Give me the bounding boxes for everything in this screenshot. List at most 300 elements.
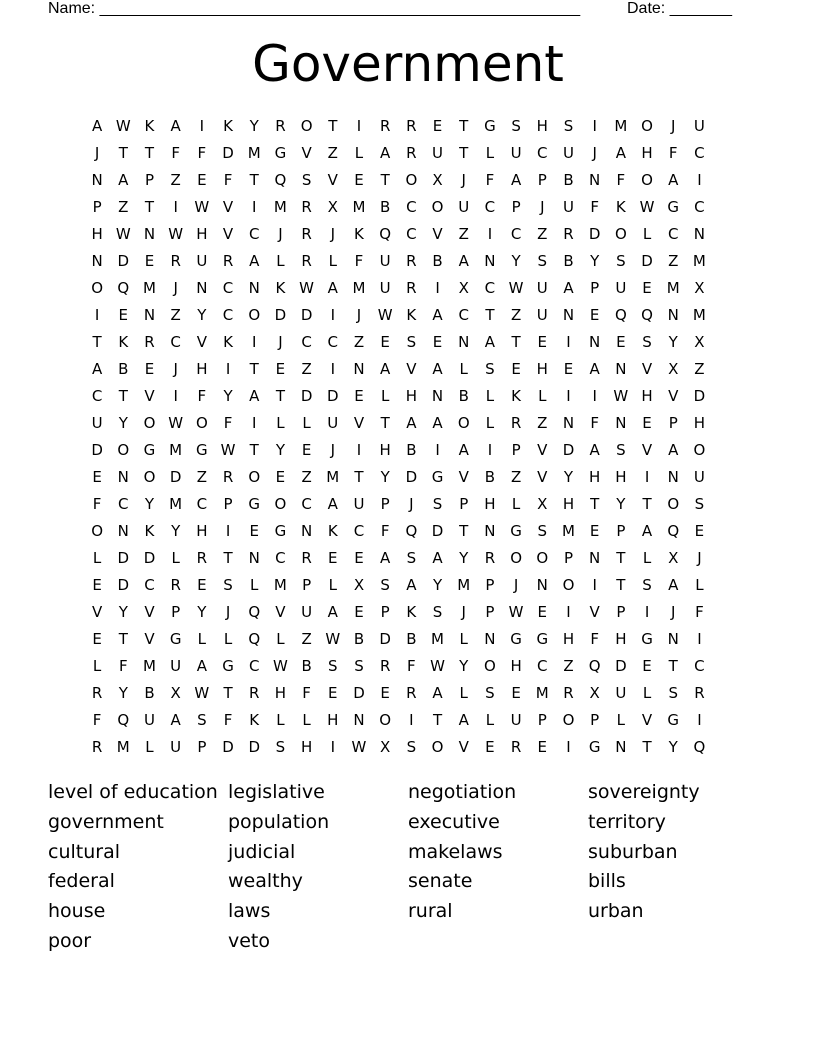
grid-letter: E (642, 414, 652, 432)
grid-letter: W (639, 198, 655, 216)
grid-letter: P (511, 441, 521, 459)
grid-letter: X (353, 576, 365, 594)
grid-letter: W (194, 198, 210, 216)
grid-letter: P (302, 576, 312, 594)
grid-letter: H (536, 117, 548, 135)
grid-letter: F (223, 414, 233, 432)
grid-letter: F (590, 198, 599, 216)
grid-letter: T (459, 144, 469, 162)
grid-letter: H (274, 684, 287, 702)
grid-letter: S (668, 684, 678, 702)
grid-letter: R (301, 549, 312, 567)
grid-letter: O (536, 549, 549, 567)
grid-letter: E (354, 603, 364, 621)
grid-letter: D (405, 468, 418, 486)
grid-letter: I (697, 171, 702, 189)
grid-letter: K (275, 279, 286, 297)
grid-letter: Z (170, 171, 181, 189)
grid-letter: D (588, 225, 601, 243)
grid-letter: E (432, 117, 443, 135)
grid-letter: N (117, 468, 129, 486)
word-list-item: executive (408, 810, 500, 833)
grid-letter: Q (117, 279, 130, 297)
grid-letter: A (327, 495, 338, 513)
name-field-label: Name: ______________________________________________________ (48, 0, 581, 17)
grid-letter: J (94, 144, 100, 162)
grid-letter: L (642, 225, 652, 243)
grid-letter: M (169, 495, 183, 513)
grid-letter: C (406, 225, 417, 243)
grid-letter: P (590, 279, 600, 297)
grid-letter: C (667, 225, 679, 243)
grid-letter: Z (668, 252, 679, 270)
grid-letter: N (615, 738, 627, 756)
grid-letter: R (301, 252, 312, 270)
grid-letter: A (327, 279, 338, 297)
grid-letter: O (484, 657, 496, 675)
grid-letter: T (354, 468, 364, 486)
grid-letter: M (666, 279, 680, 297)
grid-letter: R (406, 144, 417, 162)
grid-letter: I (644, 603, 650, 621)
grid-letter: U (536, 306, 548, 324)
header-line (48, 0, 748, 20)
grid-letter: L (171, 549, 180, 567)
grid-letter: J (461, 603, 466, 621)
grid-letter: M (273, 576, 287, 594)
grid-letter: J (513, 576, 519, 594)
grid-letter: P (171, 603, 181, 621)
grid-letter: F (407, 657, 416, 675)
grid-letter: T (275, 387, 285, 405)
grid-letter: T (249, 171, 259, 189)
grid-letter: H (536, 360, 548, 378)
grid-letter: M (692, 252, 706, 270)
grid-letter: R (406, 279, 417, 297)
grid-letter: N (484, 630, 496, 648)
grid-letter: A (458, 711, 469, 729)
grid-letter: Y (668, 738, 678, 756)
grid-letter: A (432, 549, 443, 567)
grid-letter: O (91, 522, 103, 540)
grid-letter: F (223, 711, 233, 729)
grid-letter: Q (641, 306, 653, 324)
grid-letter: E (380, 684, 390, 702)
grid-letter: V (222, 198, 234, 216)
grid-letter: L (695, 576, 704, 594)
grid-letter: B (406, 630, 417, 648)
grid-letter: B (484, 468, 496, 486)
grid-letter: L (328, 576, 337, 594)
grid-letter: A (91, 117, 103, 135)
grid-letter: N (248, 279, 260, 297)
grid-letter: D (91, 441, 103, 459)
grid-letter: Q (667, 522, 680, 540)
grid-letter: E (92, 630, 102, 648)
grid-letter: Y (118, 414, 128, 432)
grid-letter: O (143, 414, 156, 432)
grid-letter: E (694, 522, 705, 540)
grid-letter: D (117, 549, 130, 567)
word-list (48, 778, 768, 957)
grid-letter: E (354, 549, 364, 567)
grid-letter: V (641, 711, 653, 729)
grid-letter: V (406, 360, 417, 378)
grid-letter: C (484, 198, 496, 216)
grid-letter: X (694, 279, 705, 297)
grid-letter: N (353, 711, 365, 729)
grid-letter: C (196, 495, 208, 513)
grid-letter: W (430, 657, 445, 675)
grid-letter: R (91, 738, 103, 756)
grid-letter: U (379, 252, 391, 270)
grid-letter: G (274, 522, 287, 540)
grid-letter: D (169, 468, 182, 486)
grid-letter: O (379, 711, 392, 729)
grid-letter: H (615, 468, 627, 486)
grid-letter: U (562, 198, 574, 216)
grid-letter: K (511, 387, 522, 405)
grid-letter: V (537, 468, 548, 486)
grid-letter: U (458, 198, 470, 216)
grid-letter: P (590, 711, 600, 729)
grid-letter: F (354, 252, 364, 270)
grid-letter: U (327, 414, 339, 432)
grid-letter: J (671, 603, 676, 621)
grid-letter: P (616, 603, 626, 621)
grid-letter: F (302, 684, 311, 702)
grid-letter: Z (118, 198, 129, 216)
word-list-item: laws (228, 900, 271, 923)
grid-letter: R (275, 117, 286, 135)
grid-letter: B (380, 198, 391, 216)
grid-letter: R (484, 549, 496, 567)
grid-letter: X (170, 684, 181, 702)
grid-letter: N (484, 252, 496, 270)
grid-letter: F (695, 603, 704, 621)
grid-letter: S (406, 738, 417, 756)
grid-letter: A (432, 306, 443, 324)
grid-letter: Z (563, 657, 574, 675)
grid-letter: Z (458, 225, 469, 243)
grid-letter: V (458, 738, 469, 756)
grid-letter: Y (171, 522, 181, 540)
grid-letter: N (589, 171, 601, 189)
grid-letter: N (589, 333, 601, 351)
grid-letter: O (248, 468, 261, 486)
grid-letter: C (327, 333, 339, 351)
grid-letter: Y (197, 306, 207, 324)
grid-letter: U (432, 144, 444, 162)
grid-letter: D (615, 657, 627, 675)
grid-letter: R (144, 333, 155, 351)
grid-letter: F (118, 657, 128, 675)
grid-letter: D (248, 738, 260, 756)
grid-letter: G (484, 117, 496, 135)
grid-letter: R (301, 198, 312, 216)
grid-letter: E (511, 684, 521, 702)
grid-letter: K (406, 603, 417, 621)
grid-letter: N (117, 522, 129, 540)
word-list-item: sovereignty (588, 781, 700, 803)
word-list-item: poor (48, 929, 92, 952)
grid-letter: R (222, 468, 234, 486)
grid-letter: A (406, 576, 417, 594)
grid-letter: J (592, 144, 597, 162)
grid-letter: B (563, 252, 574, 270)
grid-letter: J (225, 603, 231, 621)
grid-letter: X (432, 171, 443, 189)
grid-letter: H (510, 657, 522, 675)
grid-letter: M (457, 576, 471, 594)
grid-letter: I (566, 333, 571, 351)
grid-letter: E (197, 171, 207, 189)
grid-letter: N (143, 225, 156, 243)
grid-letter: I (199, 117, 205, 135)
grid-letter: L (354, 144, 364, 162)
grid-letter: A (380, 549, 391, 567)
grid-letter: W (377, 306, 393, 324)
grid-letter: E (275, 360, 286, 378)
grid-letter: R (170, 252, 181, 270)
grid-letter: N (536, 576, 548, 594)
grid-letter: V (222, 225, 234, 243)
grid-letter: Q (248, 603, 261, 621)
grid-letter: Q (693, 738, 706, 756)
grid-letter: I (252, 333, 257, 351)
grid-letter: Y (511, 252, 521, 270)
grid-letter: R (170, 576, 181, 594)
grid-letter: V (301, 144, 312, 162)
grid-letter: L (276, 630, 285, 648)
grid-letter: T (118, 387, 128, 405)
grid-letter: B (144, 684, 155, 702)
grid-letter: C (694, 657, 705, 675)
grid-letter: J (278, 225, 283, 243)
grid-letter: S (432, 495, 443, 513)
grid-letter: H (196, 225, 208, 243)
grid-letter: P (537, 711, 547, 729)
grid-letter: O (248, 306, 261, 324)
grid-letter: A (249, 387, 260, 405)
grid-letter: G (196, 441, 208, 459)
grid-letter: S (616, 252, 626, 270)
grid-letter: J (697, 549, 702, 567)
grid-letter: C (222, 279, 234, 297)
grid-letter: Y (275, 441, 285, 459)
grid-letter: T (616, 576, 626, 594)
grid-letter: V (144, 630, 155, 648)
grid-letter: C (694, 144, 705, 162)
grid-letter: D (117, 252, 130, 270)
grid-letter: A (432, 360, 443, 378)
grid-letter: Z (301, 468, 312, 486)
grid-letter: U (510, 711, 522, 729)
grid-letter: U (379, 279, 391, 297)
grid-letter: G (169, 630, 182, 648)
grid-letter: S (197, 711, 207, 729)
grid-letter: T (616, 549, 626, 567)
grid-letter: V (144, 603, 155, 621)
grid-letter: E (92, 468, 102, 486)
word-list-item: house (48, 900, 106, 923)
grid-letter: L (92, 549, 102, 567)
grid-letter: E (301, 441, 312, 459)
grid-letter: L (459, 360, 468, 378)
grid-letter: F (92, 495, 102, 513)
grid-letter: P (537, 171, 547, 189)
grid-letter: I (566, 387, 571, 405)
grid-letter: A (484, 333, 496, 351)
grid-letter: M (692, 306, 706, 324)
grid-letter: O (641, 171, 653, 189)
grid-letter: W (168, 414, 184, 432)
grid-letter: Y (197, 603, 207, 621)
grid-letter: H (379, 441, 391, 459)
grid-letter: L (197, 630, 207, 648)
grid-letter: M (116, 738, 130, 756)
grid-letter: F (223, 171, 233, 189)
grid-letter: G (667, 198, 680, 216)
grid-letter: O (693, 441, 706, 459)
grid-letter: W (115, 225, 131, 243)
grid-letter: S (642, 333, 652, 351)
grid-letter: C (118, 495, 129, 513)
grid-letter: A (432, 684, 443, 702)
grid-letter: U (536, 279, 548, 297)
word-list-item: federal (48, 870, 115, 893)
grid-letter: E (118, 306, 129, 324)
grid-letter: N (431, 387, 444, 405)
grid-letter: H (405, 387, 417, 405)
grid-letter: G (274, 144, 287, 162)
grid-letter: E (197, 576, 207, 594)
grid-letter: J (330, 225, 335, 243)
grid-letter: T (223, 684, 233, 702)
grid-letter: O (405, 171, 418, 189)
grid-letter: E (432, 333, 443, 351)
grid-letter: H (641, 144, 653, 162)
word-list-item: suburban (588, 840, 678, 863)
grid-letter: N (300, 522, 313, 540)
grid-letter: T (249, 360, 259, 378)
grid-letter: U (615, 684, 627, 702)
grid-letter: P (563, 549, 573, 567)
grid-letter: L (642, 549, 652, 567)
grid-letter: W (194, 684, 210, 702)
grid-letter: Y (144, 495, 155, 513)
grid-letter: A (458, 252, 469, 270)
grid-letter: I (487, 441, 493, 459)
grid-letter: E (485, 738, 495, 756)
grid-letter: S (616, 441, 626, 459)
grid-letter: R (406, 117, 417, 135)
grid-letter: U (170, 657, 182, 675)
grid-letter: J (330, 441, 335, 459)
grid-letter: F (668, 144, 678, 162)
grid-letter: L (145, 738, 154, 756)
grid-letter: R (694, 684, 705, 702)
grid-letter: E (537, 603, 548, 621)
grid-letter: L (223, 630, 233, 648)
grid-letter: C (248, 225, 260, 243)
grid-letter: I (697, 711, 702, 729)
grid-letter: T (642, 495, 652, 513)
grid-letter: X (589, 684, 600, 702)
grid-letter: N (458, 333, 470, 351)
grid-letter: J (173, 279, 178, 297)
grid-letter: L (485, 144, 495, 162)
grid-letter: V (589, 603, 600, 621)
grid-letter: U (196, 252, 208, 270)
grid-letter: R (379, 117, 391, 135)
word-list-item: government (48, 810, 164, 833)
grid-letter: Q (614, 306, 627, 324)
grid-letter: Q (379, 225, 392, 243)
grid-letter: K (223, 117, 233, 135)
grid-letter: H (641, 387, 653, 405)
grid-letter: A (327, 603, 338, 621)
grid-letter: P (380, 603, 390, 621)
grid-letter: F (616, 171, 626, 189)
grid-letter: T (459, 117, 469, 135)
grid-letter: T (380, 414, 390, 432)
grid-letter: V (353, 414, 365, 432)
grid-letter: O (667, 495, 680, 513)
grid-letter: T (459, 522, 469, 540)
grid-letter: B (301, 657, 312, 675)
grid-letter: O (91, 279, 103, 297)
grid-letter: I (592, 117, 597, 135)
grid-letter: A (589, 360, 600, 378)
grid-letter: T (249, 441, 259, 459)
grid-letter: L (276, 414, 285, 432)
grid-letter: A (170, 711, 181, 729)
grid-letter: A (589, 441, 600, 459)
grid-letter: U (693, 117, 705, 135)
word-list-item: level of education (48, 781, 218, 803)
grid-letter: M (352, 279, 366, 297)
grid-letter: P (511, 198, 521, 216)
grid-letter: C (537, 144, 548, 162)
grid-letter: X (537, 495, 548, 513)
grid-letter: H (562, 495, 575, 513)
word-list-item: population (228, 810, 330, 833)
word-list-item: cultural (48, 840, 120, 863)
grid-letter: M (142, 657, 156, 675)
grid-letter: C (91, 387, 103, 405)
grid-letter: A (118, 171, 129, 189)
grid-letter: D (300, 387, 313, 405)
word-list-item: territory (588, 810, 666, 833)
grid-letter: I (487, 225, 493, 243)
grid-letter: V (144, 387, 155, 405)
grid-letter: K (327, 522, 338, 540)
grid-letter: S (537, 522, 548, 540)
date-field-label: Date: _______ (627, 0, 732, 17)
grid-letter: Y (590, 252, 600, 270)
grid-letter: M (535, 684, 549, 702)
grid-letter: E (589, 306, 600, 324)
grid-letter: P (144, 171, 154, 189)
grid-letter: O (562, 576, 575, 594)
grid-letter: K (406, 306, 417, 324)
grid-letter: G (431, 468, 444, 486)
grid-letter: D (117, 576, 130, 594)
grid-letter: P (197, 738, 207, 756)
grid-letter: U (693, 468, 705, 486)
grid-letter: D (379, 630, 391, 648)
